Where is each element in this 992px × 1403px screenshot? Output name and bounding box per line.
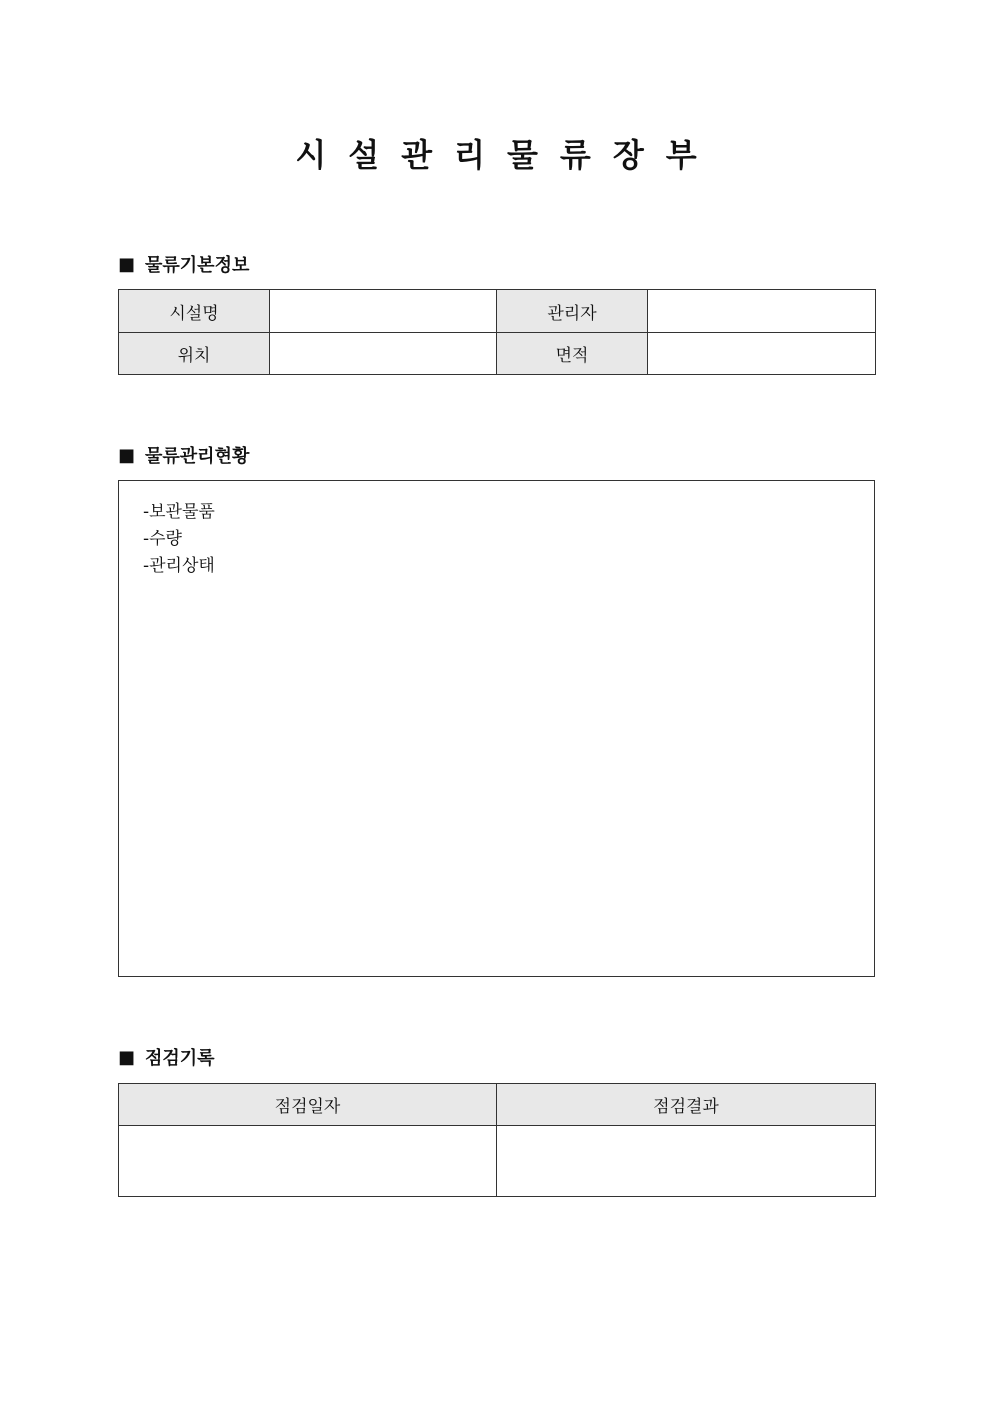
- status-lines: [143, 499, 215, 580]
- management-status-line: -관리상태: [143, 556, 215, 576]
- facility-name-label: 시설명: [119, 290, 270, 333]
- area-label: 면적: [497, 333, 648, 375]
- inspection-heading-text: 점검기록: [145, 1048, 215, 1069]
- inspection-result-header: 점검결과: [497, 1084, 876, 1126]
- area-field[interactable]: [648, 333, 876, 375]
- manager-field[interactable]: [648, 290, 876, 333]
- stored-items-line: -보관물품: [143, 502, 215, 522]
- square-bullet-icon: ■: [118, 444, 136, 466]
- basic-info-table: [118, 289, 876, 375]
- manager-label: 관리자: [497, 290, 648, 333]
- square-bullet-icon: ■: [118, 253, 136, 275]
- facility-name-field[interactable]: [270, 290, 497, 333]
- table-row: [119, 1126, 876, 1197]
- inspection-table: [118, 1083, 876, 1197]
- inspection-result-field[interactable]: [497, 1126, 876, 1197]
- quantity-line: -수량: [143, 529, 182, 549]
- basic-info-heading: [118, 251, 249, 277]
- basic-info-heading-text: 물류기본정보: [145, 255, 250, 276]
- inspection-heading: [118, 1044, 215, 1070]
- document-title: 시설관리물류장부: [295, 136, 719, 174]
- location-field[interactable]: [270, 333, 497, 375]
- inspection-date-header: 점검일자: [119, 1084, 497, 1126]
- status-heading-text: 물류관리현황: [145, 446, 250, 467]
- table-row: [119, 290, 876, 333]
- inspection-date-field[interactable]: [119, 1126, 497, 1197]
- square-bullet-icon: ■: [118, 1046, 136, 1068]
- status-content-box[interactable]: [118, 480, 875, 977]
- table-header-row: [119, 1084, 876, 1126]
- table-row: [119, 333, 876, 375]
- location-label: 위치: [119, 333, 270, 375]
- status-heading: [118, 442, 249, 468]
